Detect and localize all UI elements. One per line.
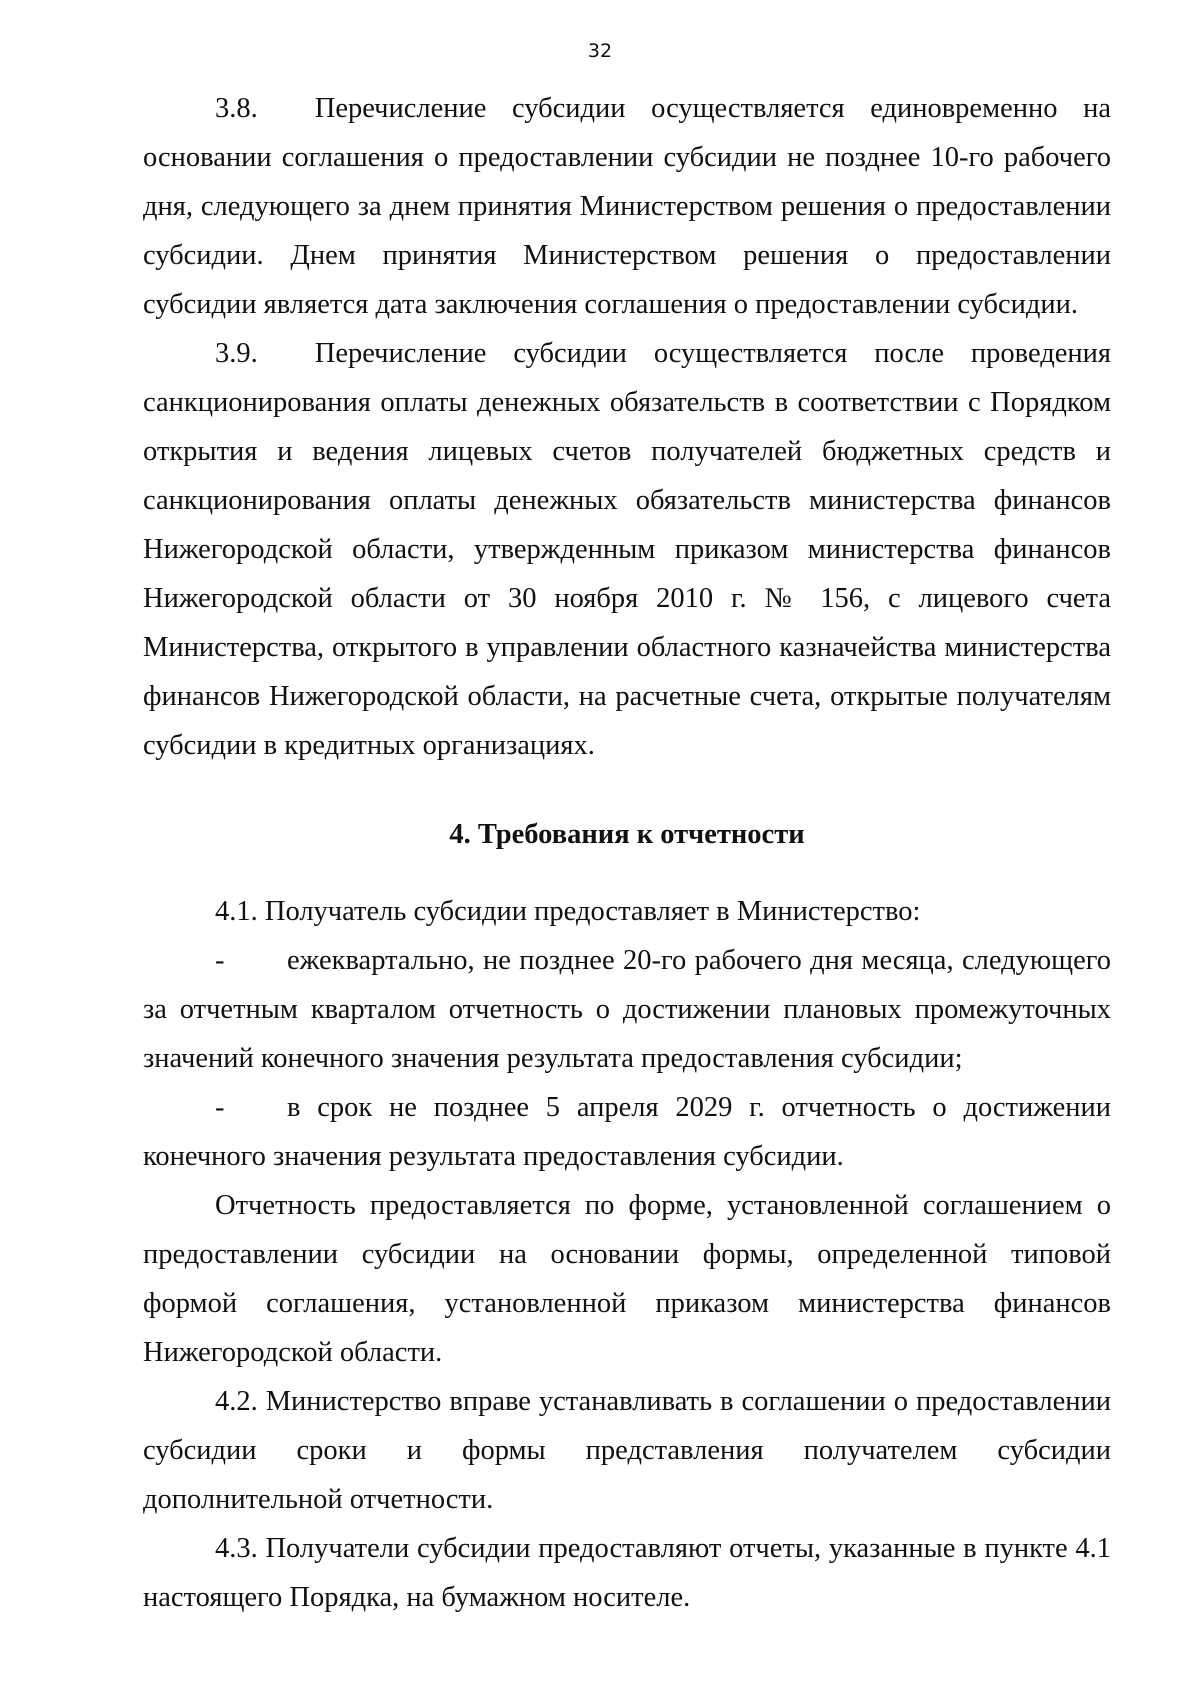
paragraph-4-3: 4.3. Получатели субсидии предоставляют отчеты, указанные в пункте 4.1 настоящего Порядка, на бумажном носителе.: [143, 1533, 1111, 1613]
document-body: [143, 84, 1111, 1622]
paragraph-4-1-form: Отчетность предоставляется по форме, установленной соглашением о предоставлении субсидии на основании формы, определенной типовой формой соглашения, установленной приказом министерства финансов Нижегородской области.: [143, 1190, 1111, 1368]
list-item-text: ежеквартально, не позднее 20-го рабочего дня месяца, следующего за отчетным кварталом отчетность о достижении плановых промежуточных значений конечного значения результата предоставления субсидии;: [143, 945, 1111, 1074]
page-number: 32: [587, 40, 613, 62]
paragraph-3-9: 3.9. Перечисление субсидии осуществляется после проведения санкционирования оплаты денежных обязательств в соответствии с Порядком открытия и ведения лицевых счетов получателей бюджетных средств и санкционирования оплаты денежных обязательств министерства финансов Нижегородской области, утвержденным приказом министерства финансов Нижегородской области от 30 ноября 2010 г. № 156, с лицевого счета Министерства, открытого в управлении областного казначейства министерства финансов Нижегородской области, на расчетные счета, открытые получателям субсидии в кредитных организациях.: [143, 338, 1111, 761]
paragraph-3-8: 3.8. Перечисление субсидии осуществляется единовременно на основании соглашения о предоставлении субсидии не позднее 10-го рабочего дня, следующего за днем принятия Министерством решения о предоставлении субсидии. Днем принятия Министерством решения о предоставлении субсидии является дата заключения соглашения о предоставлении субсидии.: [143, 93, 1111, 320]
dash-marker: -: [215, 945, 225, 976]
list-item-quarterly: [143, 936, 1111, 1083]
list-item-text: в срок не позднее 5 апреля 2029 г. отчетность о достижении конечного значения результата предоставления субсидии.: [143, 1092, 1111, 1172]
section-heading-4: 4. Требования к отчетности: [449, 819, 805, 850]
paragraph-4-2: 4.2. Министерство вправе устанавливать в соглашении о предоставлении субсидии сроки и формы представления получателем субсидии дополнительной отчетности.: [143, 1386, 1111, 1515]
paragraph-4-1: 4.1. Получатель субсидии предоставляет в Министерство:: [215, 896, 921, 927]
list-item-final: [143, 1083, 1111, 1181]
dash-marker: -: [215, 1092, 225, 1123]
